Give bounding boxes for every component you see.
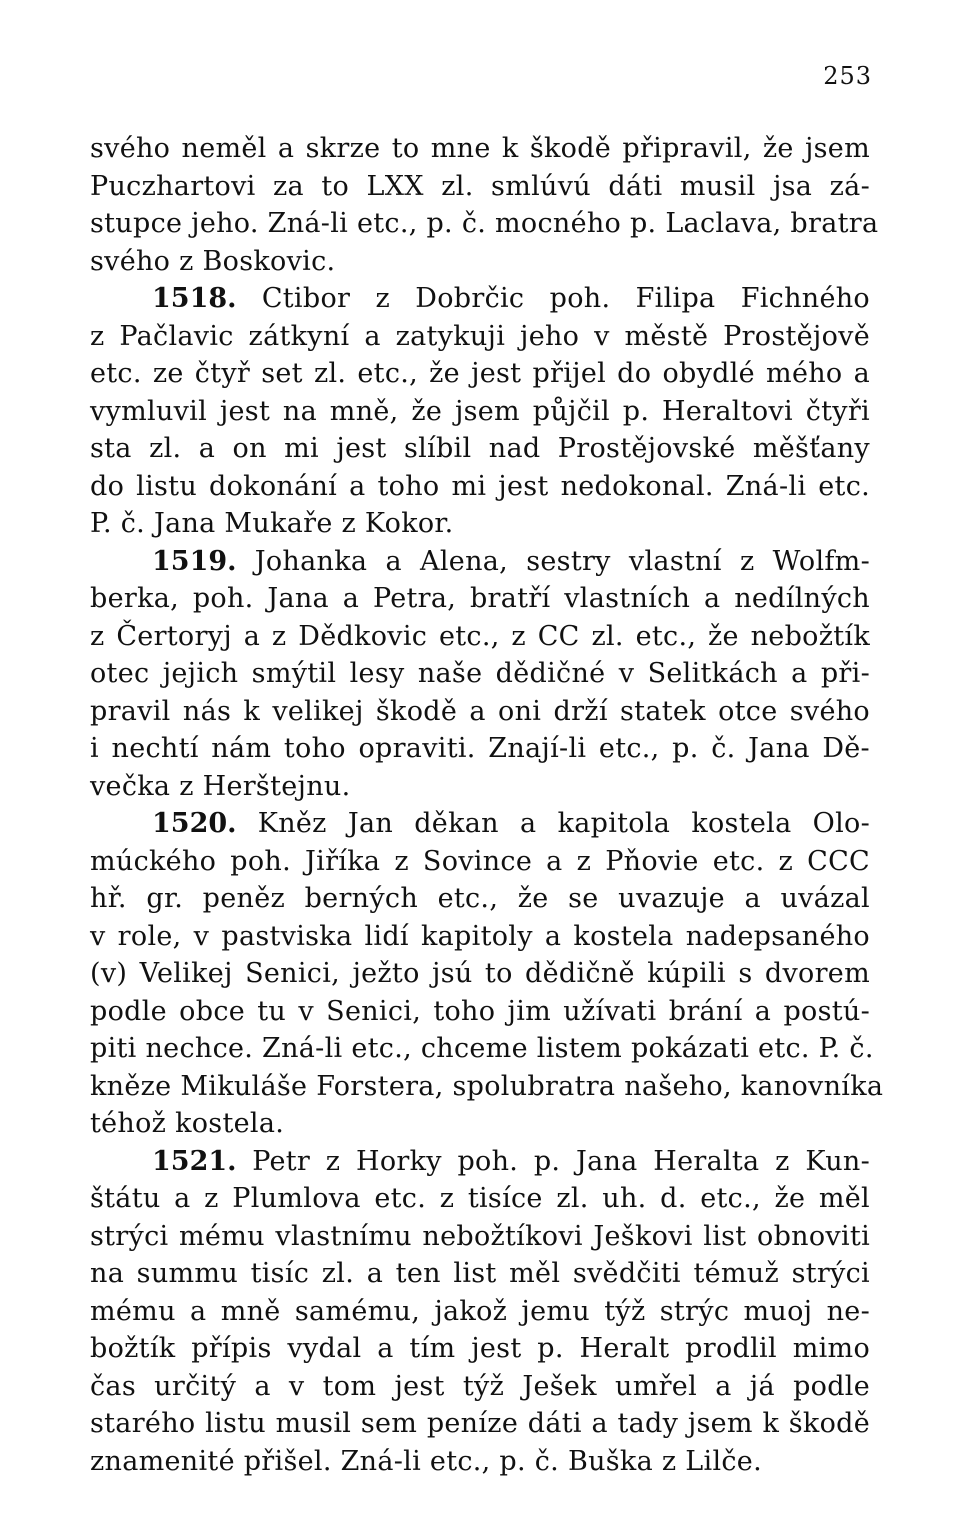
text-line: starého listu musil sem peníze dáti a tady jsem k škodě	[90, 1408, 870, 1439]
entry-1520	[90, 805, 884, 1143]
entry-number: 1519.	[152, 545, 237, 577]
entry-1518	[90, 280, 870, 543]
text-line: berka, poh. Jana a Petra, bratří vlastních a nedílných	[90, 583, 870, 614]
text-line: stupce jeho. Zná-li etc., p. č. mocného p. Laclava, bratra	[90, 208, 879, 239]
entry-number: 1518.	[152, 283, 237, 314]
entry-1521	[90, 1143, 870, 1481]
entry-number: 1521.	[152, 1145, 237, 1177]
text-line: (v) Velikej Senici, ježto jsú to dědičně kúpili s dvorem	[90, 958, 870, 989]
text-line: podle obce tu v Senici, toho jim užívati brání a postú-	[90, 995, 870, 1027]
text-line: i nechtí nám toho opraviti. Znají-li etc., p. č. Jana Dě-	[90, 733, 870, 764]
text-line: čas určitý a v tom jest týž Ješek umřel a já podle	[90, 1370, 870, 1402]
text-line: pravil nás k velikej škodě a oni drží statek otce svého	[90, 695, 870, 727]
text-line: do listu dokonání a toho mi jest nedokonal. Zná-li etc.	[90, 470, 870, 502]
page-number: 253	[823, 62, 872, 90]
text-line: svého z Boskovic.	[90, 245, 336, 277]
text-line: téhož kostela.	[90, 1108, 285, 1139]
text-line: božtík přípis vydal a tím jest p. Heralt prodlil mimo	[90, 1333, 870, 1364]
text-line: sta zl. a on mi jest slíbil nad Prostějovské měšťany	[90, 433, 870, 464]
text-line: znamenité přišel. Zná-li etc., p. č. Buška z Lilče.	[90, 1445, 762, 1477]
text-line: v role, v pastviska lidí kapitoly a kostela nadepsaného	[90, 920, 870, 952]
text-line: Puczhartovi za to LXX zl. smlúvú dáti musil jsa zá-	[90, 170, 870, 202]
entry-first-line-text: Petr z Horky poh. p. Jana Heralta z Kun-	[252, 1145, 870, 1177]
entry-first-line	[90, 280, 870, 318]
entry-1519	[90, 543, 870, 806]
text-line: hř. gr. peněz berných etc., že se uvazuje a uvázal	[90, 883, 870, 914]
text-line: štátu a z Plumlova etc. z tisíce zl. uh. d. etc., že měl	[90, 1183, 870, 1214]
entry-first-line	[90, 1143, 870, 1181]
text-line: kněze Mikuláše Forstera, spolubratra našeho, kanovníka	[90, 1070, 884, 1102]
entry-first-line-text: Ctibor z Dobrčic poh. Filipa Fichného	[261, 283, 870, 314]
paragraph-continuation	[90, 130, 879, 280]
entry-first-line	[90, 805, 870, 843]
entry-first-line	[90, 543, 870, 581]
document-body	[90, 130, 884, 1480]
text-line: z Pačlavic zátkyní a zatykuji jeho v městě Prostějově	[90, 320, 870, 352]
entry-first-line-text: Kněz Jan děkan a kapitola kostela Olo-	[257, 808, 870, 839]
text-line: múckého poh. Jiříka z Sovince a z Pňovie etc. z CCC	[90, 845, 870, 877]
text-line: večka z Herštejnu.	[90, 770, 351, 802]
text-line: strýci mému vlastnímu nebožtíkovi Ješkovi list obnoviti	[90, 1220, 870, 1252]
entry-number: 1520.	[152, 808, 237, 839]
text-line: piti nechce. Zná-li etc., chceme listem pokázati etc. P. č.	[90, 1033, 874, 1064]
text-line: otec jejich smýtil lesy naše dědičné v Selitkách a při-	[90, 658, 870, 689]
text-line: mému a mně samému, jakož jemu týž strýc muoj ne-	[90, 1295, 870, 1327]
text-line: vymluvil jest na mně, že jsem půjčil p. Heraltovi čtyři	[90, 395, 870, 427]
text-line: na summu tisíc zl. a ten list měl svědčiti témuž strýci	[90, 1258, 870, 1289]
entry-first-line-text: Johanka a Alena, sestry vlastní z Wolfm-	[254, 545, 870, 577]
text-line: svého neměl a skrze to mne k škodě připravil, že jsem	[90, 133, 870, 164]
text-line: z Čertoryj a z Dědkovic etc., z CC zl. etc., že nebožtík	[90, 620, 870, 652]
text-line: etc. ze čtyř set zl. etc., že jest přijel do obydlé mého a	[90, 358, 870, 389]
text-line: P. č. Jana Mukaře z Kokor.	[90, 508, 454, 539]
